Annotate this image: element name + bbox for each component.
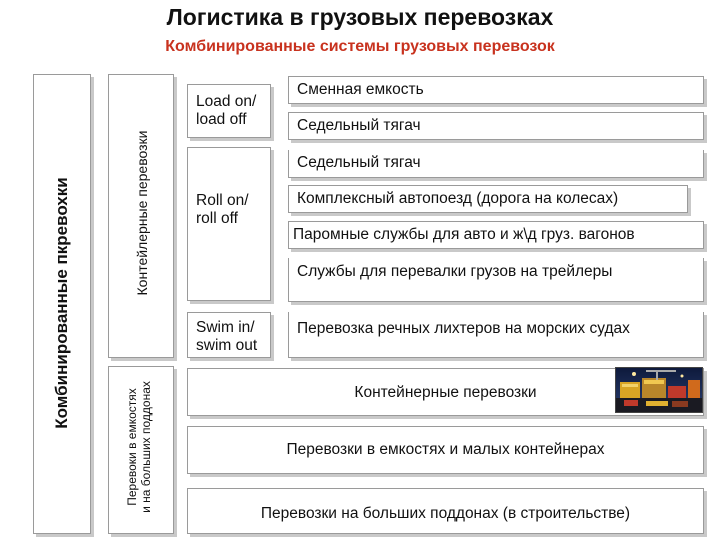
container-terminal-photo [615,367,703,413]
item-lighters: Перевозка речных лихтеров на морских судах [288,312,704,358]
item-trailer: Службы для перевалки грузов на трейлеры [288,258,704,302]
item-tractor-1: Седельный тягач [288,112,704,140]
tank-pallet-label-line1: Перевоки в емкостях [125,388,139,506]
item-pallets: Перевозки на больших поддонах (в строительстве) [187,488,704,534]
container-terminal-icon [616,368,702,412]
mode-roll-on-off [187,147,271,301]
mode-swim-line2: swim out [196,337,258,354]
item-swap-body: Сменная емкость [288,76,704,104]
item-road-train: Комплексный автопоезд (дорога на колесах) [288,185,688,213]
mode-load-on-off [187,84,271,138]
mode-roll-line2: roll off [196,210,238,227]
page-title: Логистика в грузовых перевозках [166,4,554,30]
mode-load-line1: Load on/ [196,93,257,110]
item-tractor-2: Седельный тягач [288,150,704,178]
combined-transport-box [33,74,91,534]
item-tanks: Перевозки в емкостях и малых контейнерах [187,426,704,474]
mode-swim-line1: Swim in/ [196,319,255,336]
mode-swim-in-out [187,312,271,358]
mode-load-line2: load off [196,111,247,128]
container-transport-label: Контейлерные перевозки [134,130,150,296]
item-ferry: Паромные службы для авто и ж\д груз. вагонов [288,221,704,249]
container-transport-box [108,74,174,358]
mode-roll-line1: Roll on/ [196,192,249,209]
tank-pallet-label-line2: и на больших поддонах [139,381,153,513]
item-containers: Контейнерные перевозки [187,368,704,416]
combined-transport-label: Комбинированные пкревохки [52,177,71,429]
tank-pallet-box [108,366,174,534]
page-subtitle: Комбинированные системы грузовых перевозок [165,38,555,55]
